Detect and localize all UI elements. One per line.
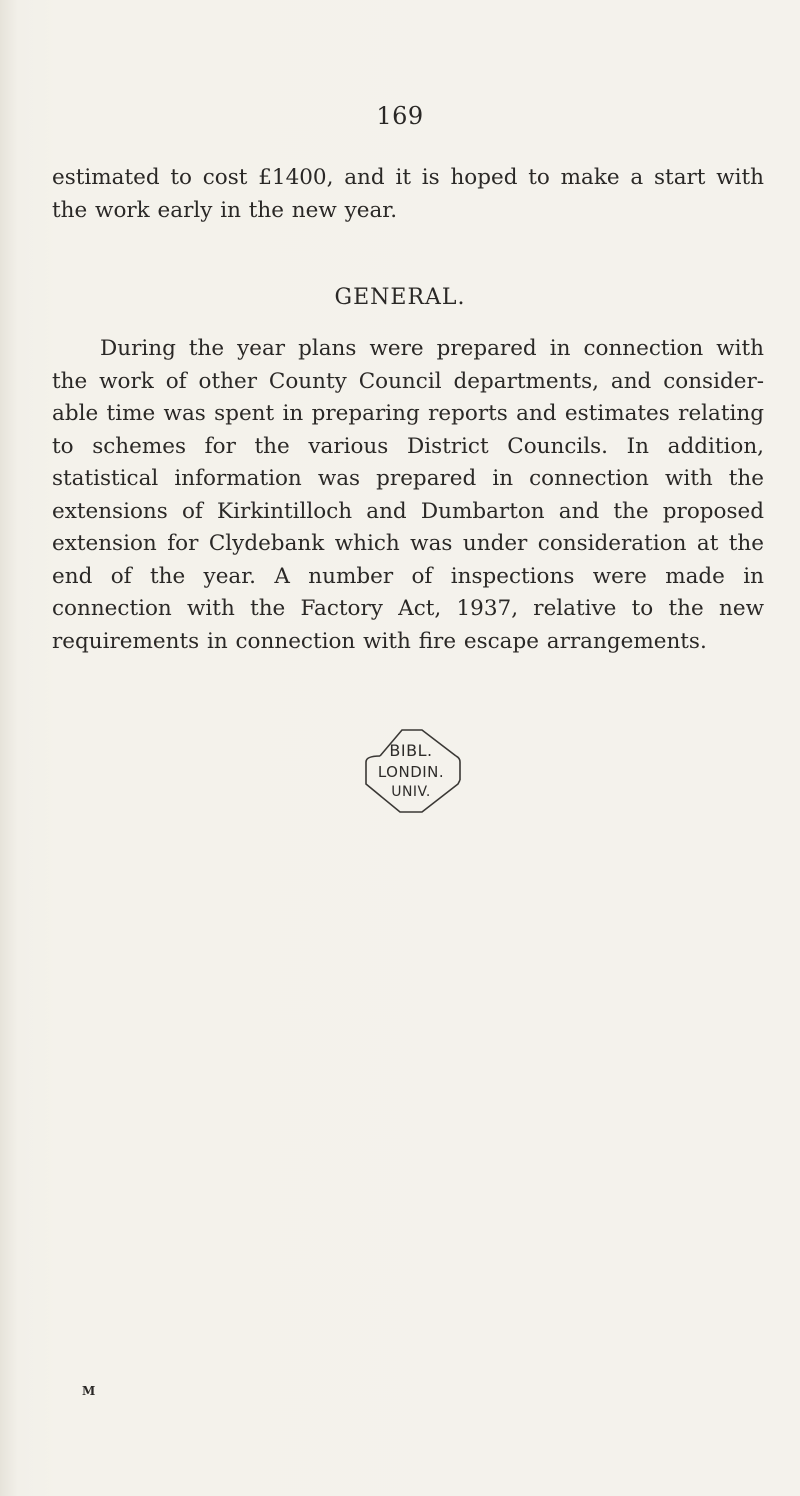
library-stamp	[360, 728, 462, 814]
stamp-line-1: BIBL.	[389, 741, 433, 760]
stamp-line-3: UNIV.	[391, 784, 431, 800]
page-number: 169	[376, 102, 424, 130]
paragraph-general: During the year plans were prepared in connection with the work of other County Council departments, and considerable time was spent in preparing reports and estimates relating to schemes for the various District Councils. In addition, statistical information was prepared in connection with the extensions of Kirkintilloch and Dumbarton and the proposed extension for Clydebank which was under consideration at the end of the year. A number of inspections were made in connection with the Factory Act, 1937, relative to the new requirements in connection with fire escape arrangements.	[52, 336, 764, 654]
section-heading: GENERAL.	[334, 285, 466, 310]
signature-mark: M	[82, 1384, 96, 1398]
paragraph-intro: estimated to cost £1400, and it is hoped to make a start with the work early in the new year.	[52, 165, 764, 223]
stamp-line-2: LONDIN.	[377, 763, 445, 781]
